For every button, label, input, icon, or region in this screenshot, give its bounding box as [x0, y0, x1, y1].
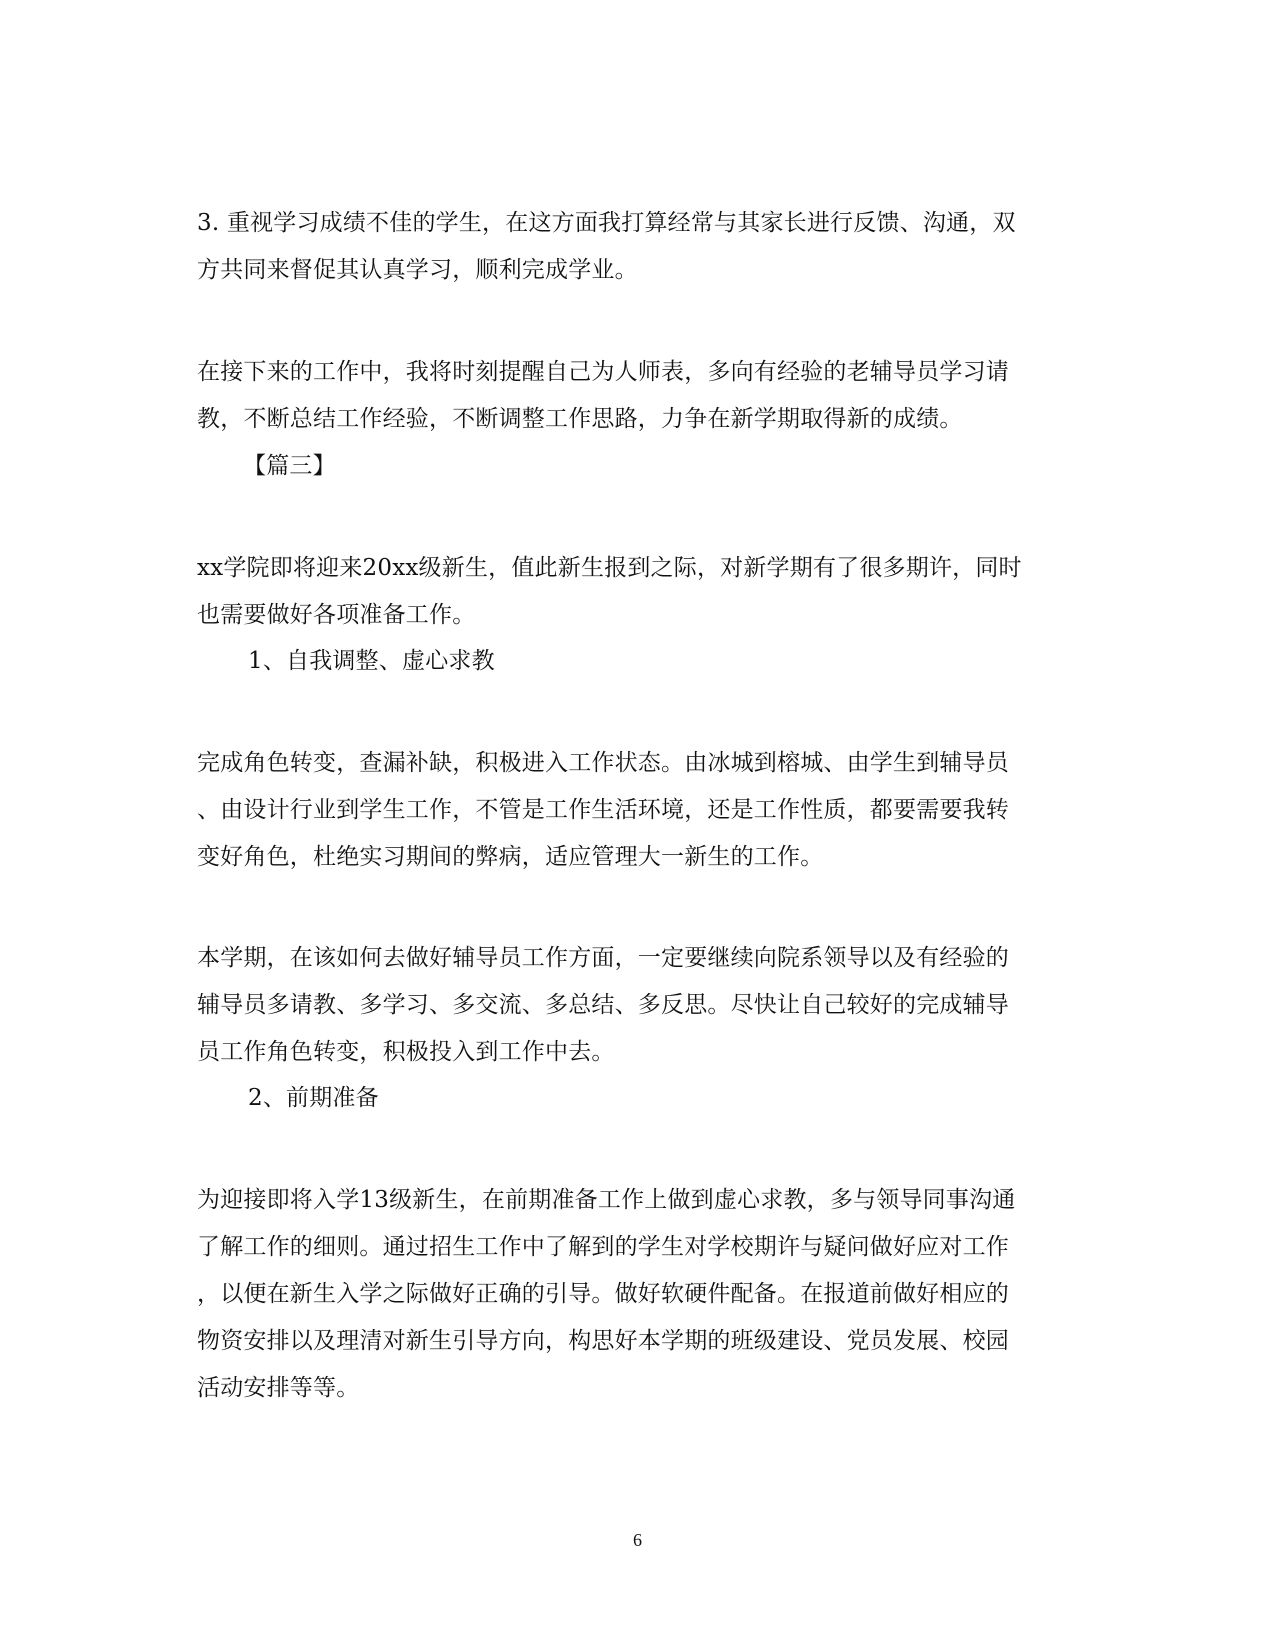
paragraph-2-line-2: 教，不断总结工作经验，不断调整工作思路，力争在新学期取得新的成绩。 [197, 406, 963, 432]
paragraph-6-line-1: 为迎接即将入学13级新生，在前期准备工作上做到虚心求教，多与领导同事沟通 [197, 1187, 1016, 1213]
paragraph-1-line-2: 方共同来督促其认真学习，顺利完成学业。 [197, 257, 638, 283]
paragraph-3-line-1: xx学院即将迎来20xx级新生，值此新生报到之际，对新学期有了很多期许，同时 [197, 555, 1022, 581]
page-number: 6 [633, 1530, 642, 1550]
subheading-2: 2、前期准备 [248, 1085, 379, 1111]
paragraph-4-line-1: 完成角色转变，查漏补缺，积极进入工作状态。由冰城到榕城、由学生到辅导员 [197, 750, 1009, 776]
paragraph-6-line-5: 活动安排等等。 [197, 1375, 360, 1401]
paragraph-3-line-2: 也需要做好各项准备工作。 [197, 602, 476, 628]
paragraph-2-line-1: 在接下来的工作中，我将时刻提醒自己为人师表，多向有经验的老辅导员学习请 [197, 359, 1009, 385]
paragraph-5-line-2: 辅导员多请教、多学习、多交流、多总结、多反思。尽快让自己较好的完成辅导 [197, 992, 1009, 1018]
paragraph-6-line-2: 了解工作的细则。通过招生工作中了解到的学生对学校期许与疑问做好应对工作 [197, 1234, 1009, 1260]
paragraph-6-line-4: 物资安排以及理清对新生引导方向，构思好本学期的班级建设、党员发展、校园 [197, 1328, 1009, 1354]
paragraph-4-line-3: 变好角色，杜绝实习期间的弊病，适应管理大一新生的工作。 [197, 844, 824, 870]
paragraph-5-line-1: 本学期，在该如何去做好辅导员工作方面，一定要继续向院系领导以及有经验的 [197, 945, 1009, 971]
subheading-1: 1、自我调整、虚心求教 [248, 648, 495, 674]
paragraph-4-line-2: 、由设计行业到学生工作，不管是工作生活环境，还是工作性质，都要需要我转 [197, 797, 1009, 823]
paragraph-6-line-3: ，以便在新生入学之际做好正确的引导。做好软硬件配备。在报道前做好相应的 [197, 1281, 1009, 1307]
paragraph-5-line-3: 员工作角色转变，积极投入到工作中去。 [197, 1039, 615, 1065]
paragraph-1-line-1: 3. 重视学习成绩不佳的学生，在这方面我打算经常与其家长进行反馈、沟通，双 [197, 210, 1016, 236]
section-heading: 【篇三】 [243, 453, 336, 479]
